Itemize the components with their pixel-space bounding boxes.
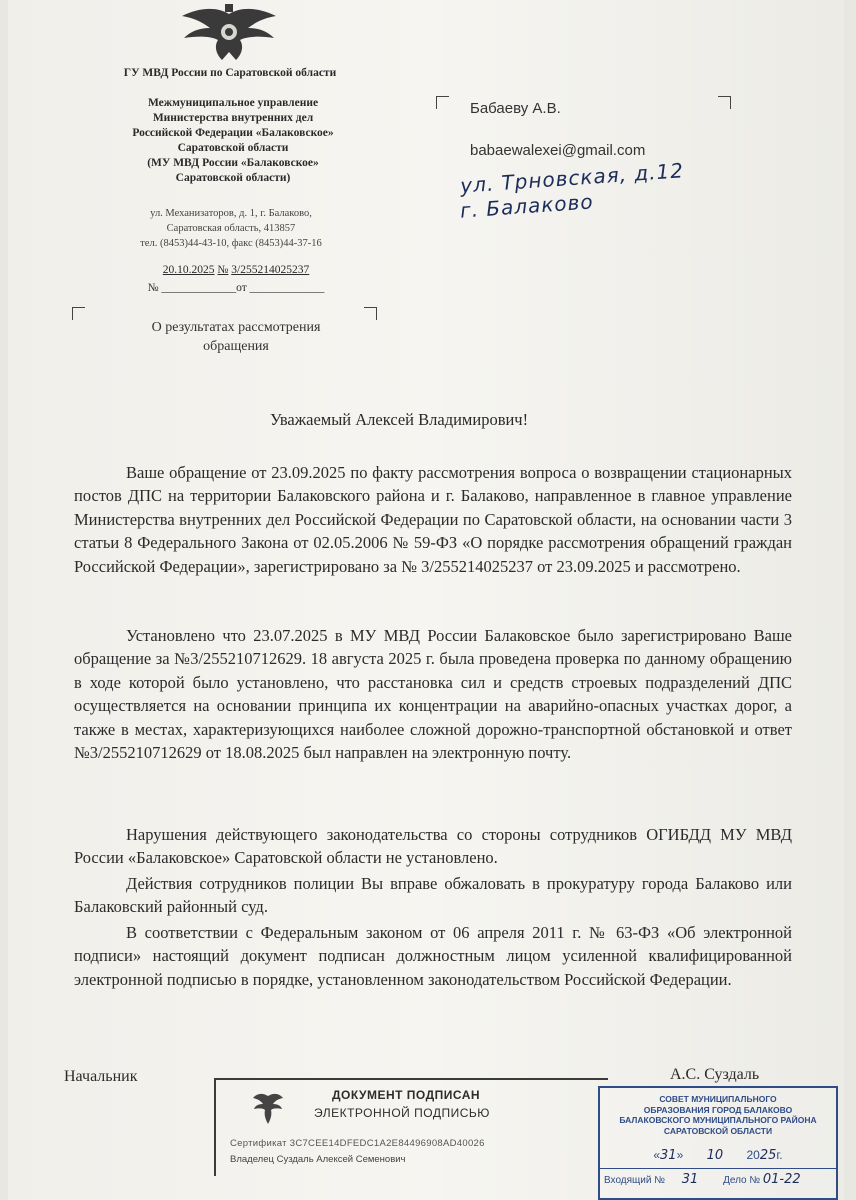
stamp-title-line1: ДОКУМЕНТ ПОДПИСАН bbox=[332, 1088, 481, 1102]
stamp-year: 25 bbox=[759, 1148, 777, 1163]
emblem-icon bbox=[252, 1092, 284, 1128]
unit-line: (МУ МВД России «Балаковское» bbox=[147, 157, 319, 169]
address-line: тел. (8453)44-43-10, факс (8453)44-37-16 bbox=[140, 238, 322, 249]
unit-line: Межмуниципальное управление bbox=[147, 97, 319, 109]
corner-mark bbox=[718, 96, 731, 109]
registration-number-prefix: № bbox=[217, 264, 229, 276]
certificate-owner: Владелец Суздаль Алексей Семенович bbox=[230, 1154, 406, 1165]
reference-line: № _____________от _____________ bbox=[147, 282, 325, 294]
council-stamp-date: «31» 10 2025г. bbox=[653, 1148, 783, 1163]
stamp-day: 31 bbox=[660, 1148, 677, 1163]
subject-line: обращения bbox=[203, 339, 269, 354]
registration-number: 3/255214025237 bbox=[231, 264, 310, 276]
recipient-city-handwritten: г. Балаково bbox=[459, 189, 595, 223]
unit-address bbox=[96, 206, 366, 251]
letter-subject bbox=[126, 318, 346, 356]
certificate-number: Сертификат 3C7CEE14DFEDC1A2E84496908AD40026 bbox=[230, 1138, 485, 1149]
registration-date: 20.10.2025 bbox=[162, 264, 215, 276]
stamp-title-line2: ЭЛЕКТРОННОЙ ПОДПИСЬЮ bbox=[314, 1106, 490, 1120]
recipient-address-handwritten: ул. Трновская, д.12 bbox=[459, 158, 685, 198]
signatory-name: А.С. Суздаль bbox=[670, 1066, 760, 1083]
unit-name bbox=[88, 96, 378, 186]
mvd-emblem-icon bbox=[176, 2, 282, 64]
unit-line: Российской Федерации «Балаковское» bbox=[132, 127, 334, 139]
address-line: ул. Механизаторов, д. 1, г. Балаково, bbox=[150, 208, 312, 219]
stamp-year-suffix: г. bbox=[776, 1148, 783, 1162]
council-line: ОБРАЗОВАНИЯ ГОРОД БАЛАКОВО bbox=[643, 1104, 793, 1115]
incoming-label: Входящий № bbox=[604, 1175, 665, 1186]
incoming-number: 31 bbox=[681, 1172, 699, 1187]
recipient-name: Бабаеву А.В. bbox=[470, 100, 561, 117]
unit-line: Саратовской области bbox=[177, 142, 289, 154]
body-paragraph: Ваше обращение от 23.09.2025 по факту рассмотрения вопроса о возвращении стационарных постов ДПС на территории Балаковского района и г. Балаково, направленное в главное управление Министерства внутренних дел Российской Федерации по Саратовской области, на основании части 3 статьи 8 Федерального Закона от 02.05.2006 № 59-ФЗ «О порядке рассмотрения обращений граждан Российской Федерации», зарегистрировано за № 3/255214025237 от 23.09.2025 и рассмотрено. bbox=[74, 463, 792, 576]
stamp-divider bbox=[600, 1168, 836, 1169]
corner-mark bbox=[436, 96, 449, 109]
stamp-year-prefix: 20 bbox=[746, 1148, 760, 1162]
signatory-title: Начальник bbox=[64, 1068, 138, 1085]
corner-mark bbox=[72, 307, 85, 320]
registration-line bbox=[96, 263, 376, 278]
council-incoming-stamp bbox=[598, 1086, 838, 1200]
greeting: Уважаемый Алексей Владимирович! bbox=[270, 410, 529, 429]
body-paragraph: Установлено что 23.07.2025 в МУ МВД России Балаковское было зарегистрировано Ваше обращение за №3/255210712629. 18 августа 2025 г. была проведена проверка по данному обращению в ходе которой было установлено, что расстановка сил и средств строевых подразделений ДПС осуществляется на основании принципа их концентрации на аварийно-опасных участках дорог, а также в местах, характеризующихся наиболее сложной дорожно-транспортной обстановкой и ответ №3/255210712629 от 18.08.2025 был направлен на электронную почту. bbox=[74, 626, 792, 763]
recipient-email: babaewalexei@gmail.com bbox=[470, 142, 646, 159]
unit-line: Министерства внутренних дел bbox=[152, 112, 314, 124]
electronic-signature-stamp bbox=[214, 1078, 608, 1176]
council-line: БАЛАКОВСКОГО МУНИЦИПАЛЬНОГО РАЙОНА bbox=[619, 1115, 817, 1125]
council-stamp-header bbox=[600, 1094, 836, 1136]
agency-name: ГУ МВД России по Саратовской области bbox=[123, 67, 337, 79]
council-line: САРАТОВСКОЙ ОБЛАСТИ bbox=[663, 1125, 773, 1136]
address-line: Саратовская область, 413857 bbox=[166, 223, 296, 234]
stamp-month: 10 bbox=[706, 1148, 724, 1163]
body-paragraph: Действия сотрудников полиции Вы вправе обжаловать в прокуратуру города Балаково или Балаковский районный суд. bbox=[74, 874, 792, 917]
letter-sheet bbox=[8, 0, 844, 1200]
case-number: 01-22 bbox=[762, 1172, 801, 1187]
case-label: Дело № bbox=[723, 1175, 761, 1186]
unit-line: Саратовской области) bbox=[175, 172, 291, 184]
corner-mark bbox=[364, 307, 377, 320]
body-paragraph: В соответствии с Федеральным законом от 06 апреля 2011 г. № 63-ФЗ «Об электронной подписи» настоящий документ подписан должностным лицом усиленной квалифицированной электронной подписью в порядке, установленном законодательством Российской Федерации. bbox=[74, 923, 792, 989]
council-line: СОВЕТ МУНИЦИПАЛЬНОГО bbox=[659, 1094, 777, 1104]
body-paragraph: Нарушения действующего законодательства со стороны сотрудников ОГИБДД МУ МВД России «Балаковское» Саратовской области не установлено. bbox=[74, 825, 792, 868]
council-stamp-numbers bbox=[604, 1172, 801, 1187]
subject-line: О результатах рассмотрения bbox=[151, 320, 321, 335]
